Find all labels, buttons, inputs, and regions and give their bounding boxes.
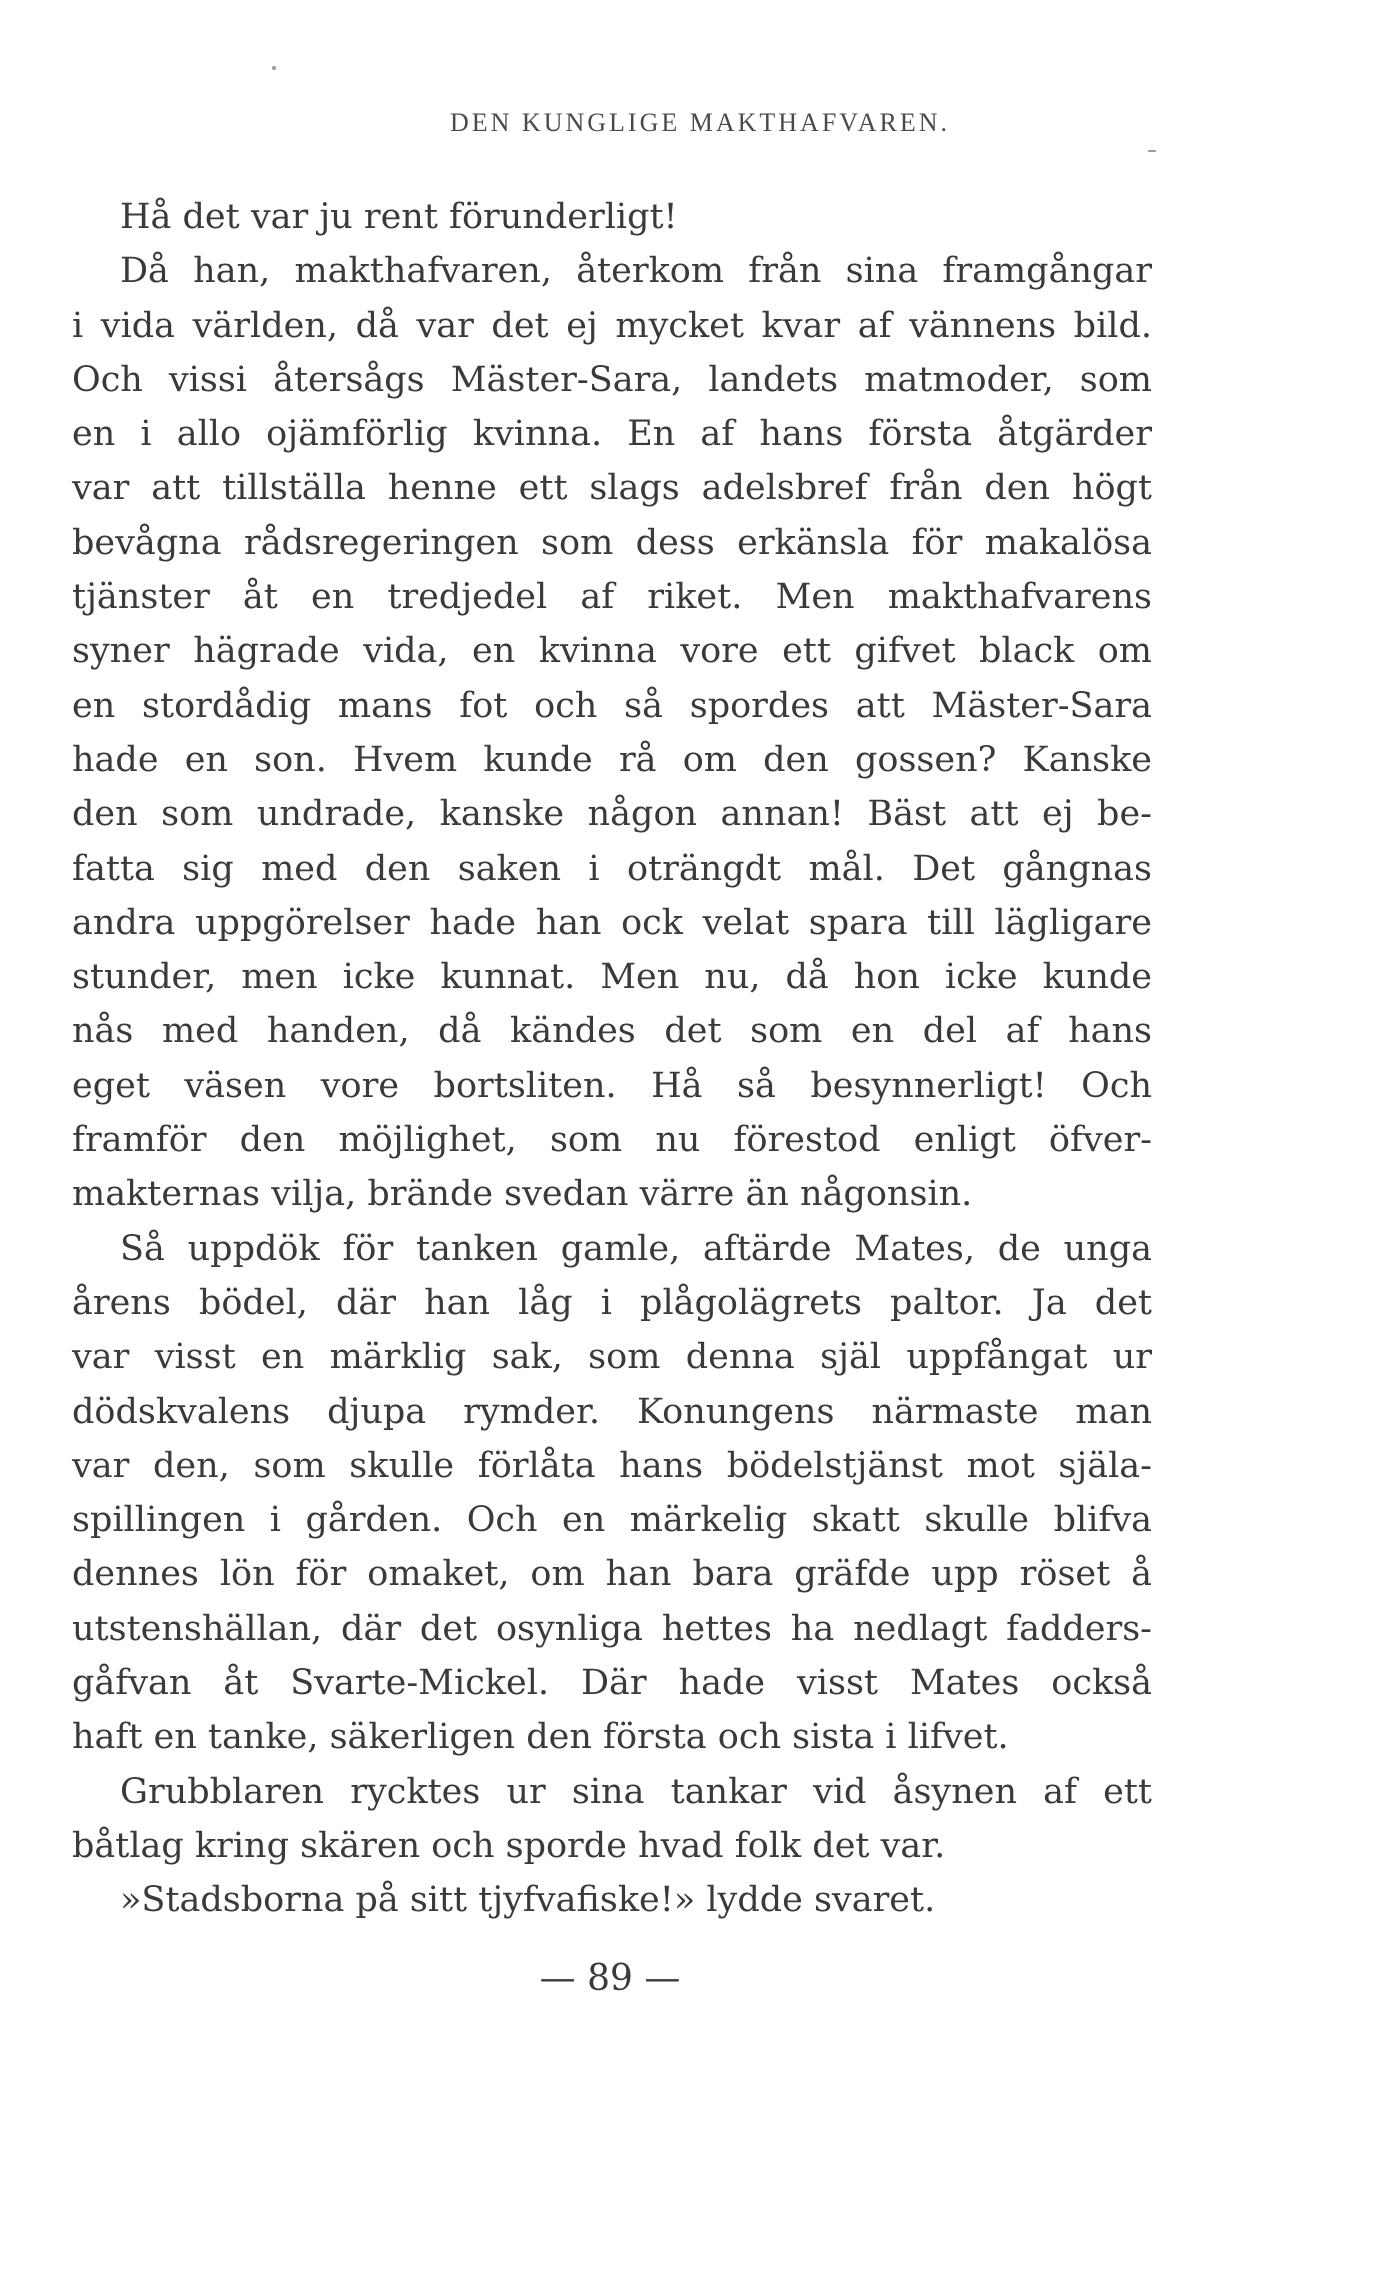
text-line: »Stadsborna på sitt tjyfvafiske!» lydde svaret. [120, 1880, 936, 1921]
body-text [72, 190, 1152, 1928]
text-line: i vida världen, då var det ej mycket kvar af vännens bild. [72, 305, 1152, 346]
text-line: nås med handen, då kändes det som en del af hans [72, 1011, 1152, 1052]
text-line: båtlag kring skären och sporde hvad folk det var. [72, 1825, 946, 1866]
text-line: hade en son. Hvem kunde rå om den gossen? Kanske [72, 739, 1152, 780]
text-line: en stordådig mans fot och så spordes att Mäster-Sara [72, 685, 1152, 726]
text-line: syner hägrade vida, en kvinna vore ett gifvet black om [72, 631, 1152, 672]
text-line: var den, som skulle förlåta hans bödelstjänst mot själa- [72, 1445, 1152, 1486]
text-line: Så uppdök för tanken gamle, aftärde Mates, de unga [120, 1228, 1152, 1269]
text-line: eget väsen vore bortsliten. Hå så besynnerligt! Och [72, 1065, 1152, 1106]
text-line: Grubblaren rycktes ur sina tankar vid åsynen af ett [120, 1771, 1152, 1812]
text-line: Hå det var ju rent förunderligt! [120, 197, 678, 237]
text-line: en i allo ojämförlig kvinna. En af hans första åtgärder [72, 414, 1152, 455]
text-line: dödskvalens djupa rymder. Konungens närmaste man [72, 1391, 1152, 1432]
text-line: makternas vilja, brände svedan värre än någonsin. [72, 1174, 973, 1215]
text-line: årens bödel, där han låg i plågolägrets paltor. Ja det [72, 1282, 1152, 1323]
text-line: den som undrade, kanske någon annan! Bäst att ej be- [72, 794, 1152, 835]
running-head: DEN KUNGLIGE MAKTHAFVAREN. [449, 108, 950, 137]
text-line: framför den möjlighet, som nu förestod enligt öfver- [72, 1120, 1152, 1161]
text-line: Då han, makthafvaren, återkom från sina framgångar [120, 251, 1152, 292]
text-line: bevågna rådsregeringen som dess erkänsla för makalösa [72, 522, 1152, 563]
text-line: haft en tanke, säkerligen den första och sista i lifvet. [72, 1717, 1009, 1758]
text-line: var att tillställa henne ett slags adelsbref från den högt [72, 468, 1152, 509]
text-line: dennes lön för omaket, om han bara gräfde upp röset å [72, 1554, 1152, 1595]
text-line: tjänster åt en tredjedel af riket. Men makthafvarens [72, 577, 1152, 618]
text-line: spillingen i gården. Och en märkelig skatt skulle blifva [72, 1500, 1152, 1541]
text-line: gåfvan åt Svarte-Mickel. Där hade visst Mates också [72, 1663, 1152, 1704]
text-line: andra uppgörelser hade han ock velat spara till lägligare [72, 902, 1152, 943]
text-line: Och vissi återsågs Mäster-Sara, landets matmoder, som [72, 359, 1152, 400]
specks-top-left [272, 66, 276, 70]
text-line: var visst en märklig sak, som denna själ uppfångat ur [72, 1337, 1152, 1378]
specks-top-right [1148, 150, 1156, 152]
text-line: stunder, men icke kunnat. Men nu, då hon icke kunde [72, 957, 1152, 998]
text-line: utstenshällan, där det osynliga hettes ha nedlagt fadders- [72, 1608, 1152, 1649]
page-number: — 89 — [539, 1958, 681, 1999]
text-line: fatta sig med den saken i oträngdt mål. Det gångnas [72, 848, 1152, 889]
